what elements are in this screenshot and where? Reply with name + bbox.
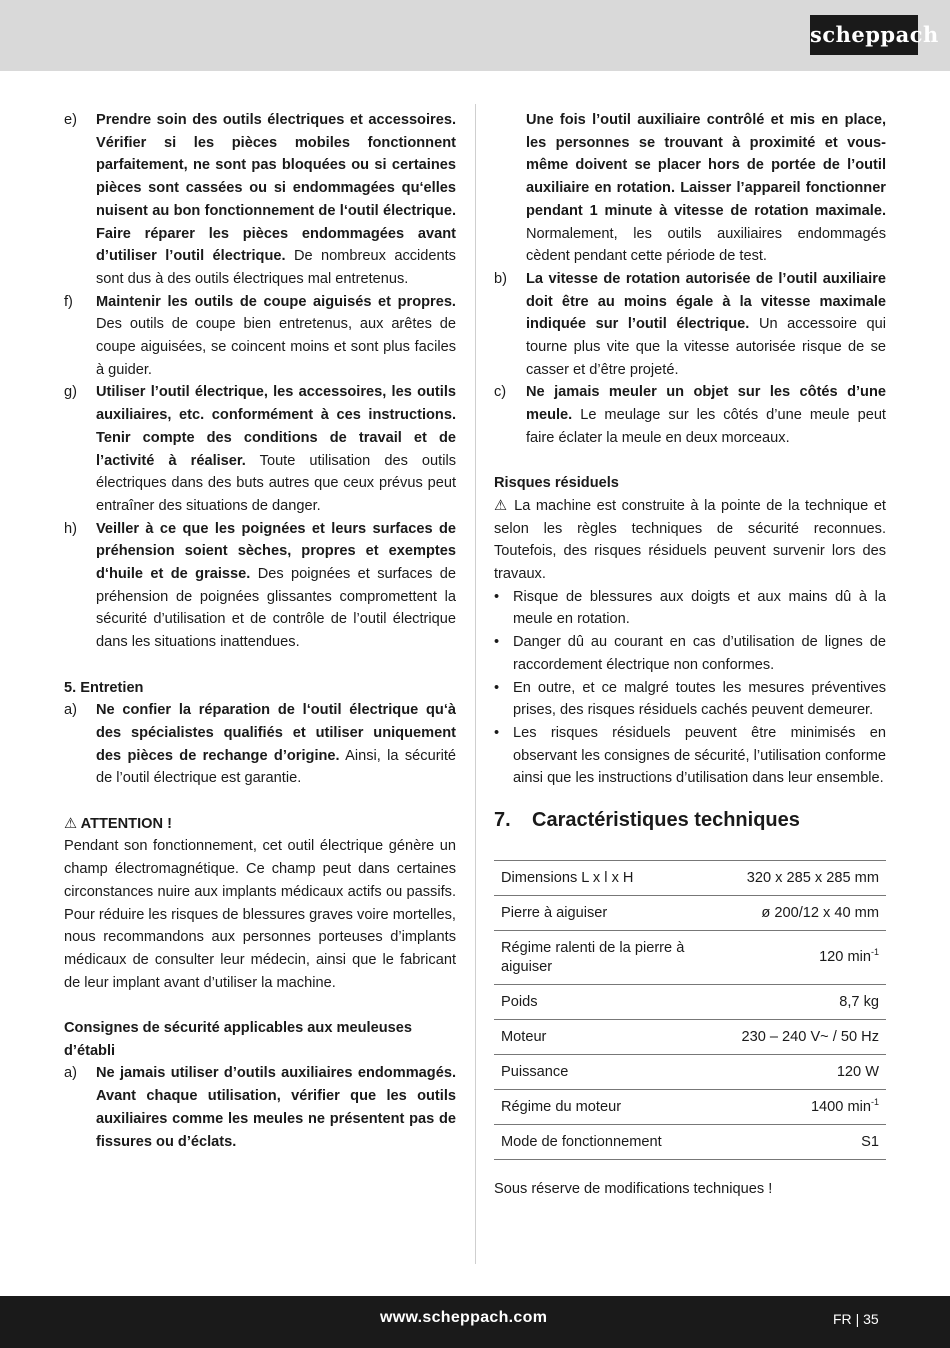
item-text: Des outils de coupe bien entretenus, aux arêtes de coupe aiguisées, se coincent moins et sont plus faciles à guider. <box>96 316 456 378</box>
page-indicator <box>833 1311 879 1327</box>
risques-text <box>494 495 886 586</box>
safety-items-e-h <box>64 109 456 654</box>
list-item <box>64 518 456 654</box>
spec-label: Régime du moteur <box>494 1090 734 1125</box>
warning-icon: ⚠ <box>494 496 509 514</box>
spec-value: ø 200/12 x 40 mm <box>761 904 879 921</box>
spec-row <box>494 1055 886 1090</box>
item-label: b) <box>494 270 507 287</box>
bullet-text: Danger dû au courant en cas d’utilisation de lignes de raccordement électrique non conformes. <box>513 634 886 673</box>
specs-note: Sous réserve de modifications techniques ! <box>494 1181 773 1198</box>
continuation-text <box>494 109 886 268</box>
consignes-heading: Consignes de sécurité applicables aux meuleuses d’établi <box>64 1020 412 1059</box>
item-text: Un accessoire qui tourne plus vite que la vitesse autorisée risque de se casser et d’être projeté. <box>526 316 886 378</box>
spec-value: 8,7 kg <box>839 993 879 1010</box>
bullet-item <box>494 677 886 722</box>
list-item <box>64 381 456 517</box>
item-label: c) <box>494 384 507 401</box>
section-number: 7. <box>494 809 511 832</box>
item-text: Toute utilisation des outils électriques dans des buts autres que ceux prévus peut entraîner des situations de danger. <box>96 452 456 514</box>
spec-label: Moteur <box>494 1020 734 1055</box>
item-text: Des poignées et surfaces de préhension de poignées glissantes compromettent la sécurité d’utilisation et de contrôle de l’outil électrique dans les situations inattendues. <box>96 566 456 651</box>
spec-row <box>494 1125 886 1160</box>
spec-label: Mode de fonctionnement <box>494 1125 734 1160</box>
continuation-bold: Une fois l’outil auxiliaire contrôlé et mis en place, les personnes se trouvant à proximité et vous-même doivent se placer hors de portée de l’outil auxiliaire en rotation. Laisser l’appareil fonctionner pendant 1 minute à vitesse de rotation maximale. <box>526 112 886 219</box>
attention-heading <box>64 813 456 836</box>
spec-row <box>494 1020 886 1055</box>
item-bold-text: Ne jamais utiliser d’outils auxiliaires endommagés. Avant chaque utilisation, vérifier que les outils auxiliaires comme les meules ne présentent pas de fissures ou d’éclats. <box>96 1065 456 1150</box>
item-text-wrap <box>526 381 886 449</box>
item-label: a) <box>64 1065 77 1082</box>
item-label: f) <box>64 293 73 310</box>
spec-label: Pierre à aiguiser <box>494 896 734 931</box>
spec-label: Régime ralenti de la pierre à aiguiser <box>494 931 734 985</box>
list-item <box>494 268 886 382</box>
attention-title: ATTENTION ! <box>80 815 172 832</box>
spec-label: Puissance <box>494 1055 734 1090</box>
spec-row <box>494 931 886 985</box>
continuation-normal: Normalement, les outils auxiliaires endommagés cèdent pendant cette période de test. <box>526 225 886 265</box>
item-bold-text: Ne confier la réparation de l‘outil électrique qu‘à des spécialistes qualifiés et utiliser uniquement des pièces de rechange d’origine. <box>96 702 456 764</box>
risk-bullet-list <box>494 586 886 790</box>
bullet-icon: • <box>494 634 500 651</box>
item-text: Ainsi, la sécurité de l’outil électrique est garantie. <box>96 747 456 787</box>
bullet-text: Les risques résiduels peuvent être minimisés en observant les consignes de sécurité, l’utilisation conforme ainsi que les instructions d’utilisation dans leur ensemble. <box>513 724 886 787</box>
item-text: Le meulage sur les côtés d’une meule peut faire éclater la meule en deux morceaux. <box>526 407 886 446</box>
item-text-wrap <box>96 291 456 382</box>
risques-body: La machine est construite à la pointe de la technique et selon les règles techniques de sécurité reconnues. Toutefois, des risques résiduels peuvent survenir lors des travaux. <box>494 497 886 583</box>
item-label: g) <box>64 384 77 401</box>
bullet-text: Risque de blessures aux doigts et aux mains dû à la meule en rotation. <box>513 588 886 628</box>
spec-row <box>494 896 886 931</box>
item-label: h) <box>64 520 77 537</box>
scheppach-logo: scheppach <box>810 15 918 55</box>
spec-value: S1 <box>861 1133 879 1150</box>
spec-value-cell <box>734 931 886 985</box>
header-bar <box>0 0 950 71</box>
spec-value-cell <box>734 1055 886 1090</box>
spec-row <box>494 861 886 896</box>
entretien-item <box>64 699 456 790</box>
spec-row <box>494 1090 886 1125</box>
item-bold-text: La vitesse de rotation autorisée de l’outil auxiliaire doit être au moins égale à la vitesse maximale indiquée sur l’outil électrique. <box>526 270 886 333</box>
risques-heading: Risques résiduels <box>494 475 619 492</box>
spec-row <box>494 985 886 1020</box>
spec-value-cell <box>734 896 886 931</box>
item-bold-text: Veiller à ce que les poignées et leurs surfaces de préhension soient sèches, propres et exemptes d‘huile et de graisse. <box>96 520 456 583</box>
spec-unit-exponent: -1 <box>870 947 879 958</box>
spec-label: Poids <box>494 985 734 1020</box>
item-bold-text: Utiliser l’outil électrique, les accessoires, les outils auxiliaires, etc. conformément à ces instructions. Tenir compte des conditions de travail et de l’activité à réaliser. <box>96 384 456 469</box>
section-title: Caractéristiques techniques <box>532 809 800 832</box>
safety-items-b-c <box>494 268 886 450</box>
attention-text: Pendant son fonctionnement, cet outil électrique génère un champ électromagnétique. Ce champ peut dans certaines circonstances nuire aux implants médicaux actifs ou passifs. Pour réduire les risques de blessures graves voire mortelles, nous recommandons aux personnes porteuses d’implants médicaux de consulter leur médecin, ainsi que le fabricant de leur implant avant d’utiliser la machine. <box>64 838 456 991</box>
item-bold-text: Ne jamais meuler un objet sur les côtés d’une meule. <box>526 384 886 424</box>
item-text-wrap <box>96 109 456 291</box>
page-separator: | <box>855 1311 860 1327</box>
spec-value-cell <box>734 861 886 896</box>
spec-value: 120 W <box>836 1063 879 1080</box>
item-bold-text: Prendre soin des outils électriques et accessoires. Vérifier si les pièces mobiles fonctionnent parfaitement, ne sont pas bloquées ou si certaines pièces sont cassées ou si endommagées qu‘elles nuisent au bon fonctionnement de l‘outil électrique. Faire réparer les pièces endommagées avant d’utiliser l’outil électrique. <box>96 112 456 265</box>
entretien-heading: 5. Entretien <box>64 679 144 696</box>
bullet-icon: • <box>494 679 500 696</box>
website-link[interactable]: www.scheppach.com <box>380 1309 548 1326</box>
spec-value-cell <box>734 1125 886 1160</box>
language-code: FR <box>833 1311 852 1327</box>
list-item <box>494 381 886 449</box>
page-number: 35 <box>863 1311 879 1327</box>
spec-value: 230 – 240 V~ / 50 Hz <box>741 1028 879 1045</box>
bullet-item <box>494 586 886 631</box>
spec-value-cell <box>734 1090 886 1125</box>
bullet-icon: • <box>494 588 500 605</box>
spec-value: 120 min <box>819 949 871 966</box>
spec-unit-exponent: -1 <box>870 1096 879 1107</box>
bullet-text: En outre, et ce malgré toutes les mesures préventives prises, des risques résiduels cachés peuvent demeurer. <box>513 679 886 719</box>
spec-value-cell <box>734 985 886 1020</box>
consignes-item <box>64 1062 456 1153</box>
item-text-wrap <box>526 268 886 382</box>
item-label: e) <box>64 112 77 128</box>
warning-icon: ⚠ <box>64 814 78 832</box>
item-text-wrap <box>96 381 456 517</box>
item-bold-text: Maintenir les outils de coupe aiguisés et propres. <box>96 293 456 310</box>
spec-value-cell <box>734 1020 886 1055</box>
item-label: a) <box>64 702 77 719</box>
list-item <box>64 109 456 291</box>
bullet-icon: • <box>494 724 500 741</box>
spec-value: 1400 min <box>810 1098 871 1115</box>
bullet-item <box>494 631 886 676</box>
item-text-wrap <box>96 518 456 654</box>
right-column <box>494 109 886 1201</box>
bullet-item <box>494 722 886 790</box>
spec-value: 320 x 285 x 285 mm <box>746 869 879 886</box>
column-divider <box>475 104 476 1264</box>
list-item <box>64 291 456 382</box>
specs-table <box>494 860 886 1160</box>
section-7-heading <box>494 806 886 834</box>
left-column <box>64 109 456 1153</box>
footer-bar <box>0 1296 950 1348</box>
item-text: De nombreux accidents sont dus à des outils électriques mal entretenus. <box>96 248 456 287</box>
spec-label: Dimensions L x l x H <box>494 861 734 896</box>
